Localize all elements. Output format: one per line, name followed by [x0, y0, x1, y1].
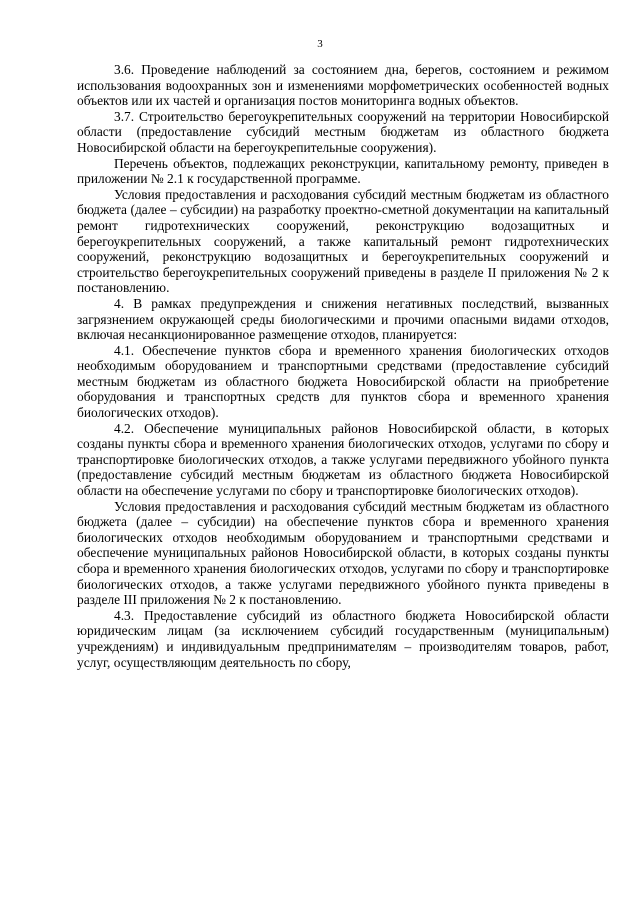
paragraph-4-1: 4.1. Обеспечение пунктов сбора и временного хранения биологических отходов необходимым оборудованием и транспортными средствами (предоставление субсидий местным бюджетам из областного бюджета Новосибирской области на приобретение оборудования и транспортных средств для пунктов сбора и временного хранения биологических отходов). — [77, 342, 609, 421]
paragraph-3-7: 3.7. Строительство берегоукрепительных сооружений на территории Новосибирской области (предоставление субсидий местным бюджетам из областного бюджета Новосибирской области на берегоукрепительные сооружения). — [77, 108, 609, 155]
paragraph-4-3: 4.3. Предоставление субсидий из областного бюджета Новосибирской области юридическим лицам (за исключением субсидий государственным (муниципальным) учреждениям) и индивидуальным предпринимателям – производителям товаров, работ, услуг, осуществляющим деятельность по сбору, — [77, 607, 609, 670]
document-body — [77, 62, 609, 670]
paragraph-subsidy-conditions-section-3: Условия предоставления и расходования субсидий местным бюджетам из областного бюджета (далее – субсидии) на обеспечение пунктов сбора и временного хранения биологических отходов необходимым оборудованием и транспортными средствами и обеспечение муниципальных районов Новосибирской области, в которых созданы пункты сбора и временного хранения биологических отходов, услугами по сбору и транспортировке биологических отходов, а также услугами передвижного убойного пункта приведены в разделе III приложения № 2 к постановлению. — [77, 498, 609, 608]
paragraph-4: 4. В рамках предупреждения и снижения негативных последствий, вызванных загрязнением окружающей среды биологическими и прочими опасными видами отходов, включая несанкционированное размещение отходов, планируется: — [77, 295, 609, 343]
page-number: 3 — [317, 38, 323, 50]
paragraph-subsidy-conditions-section-2: Условия предоставления и расходования субсидий местным бюджетам из областного бюджета (далее – субсидии) на разработку проектно-сметной документации на капитальный ремонт гидротехнических сооружений, реконструкцию водозащитных и берегоукрепительных сооружений, а также капитальный ремонт гидротехнических сооружений, реконструкцию водозащитных и берегоукрепительных сооружений и строительство берегоукрепительных сооружений приведены в разделе II приложения № 2 к постановлению. — [77, 186, 609, 296]
paragraph-object-list: Перечень объектов, подлежащих реконструкции, капитальному ремонту, приведен в приложении № 2.1 к государственной программе. — [77, 155, 609, 187]
paragraph-4-2: 4.2. Обеспечение муниципальных районов Новосибирской области, в которых созданы пункты сбора и временного хранения биологических отходов, услугами по сбору и транспортировке биологических отходов, а также услугами передвижного убойного пункта (предоставление субсидий местным бюджетам из областного бюджета Новосибирской области на обеспечение услугами по сбору и транспортировке биологических отходов). — [77, 420, 609, 499]
paragraph-3-6: 3.6. Проведение наблюдений за состоянием дна, берегов, состоянием и режимом использования водоохранных зон и изменениями морфометрических особенностей водных объектов или их частей и организация постов мониторинга водных объектов. — [77, 62, 609, 109]
